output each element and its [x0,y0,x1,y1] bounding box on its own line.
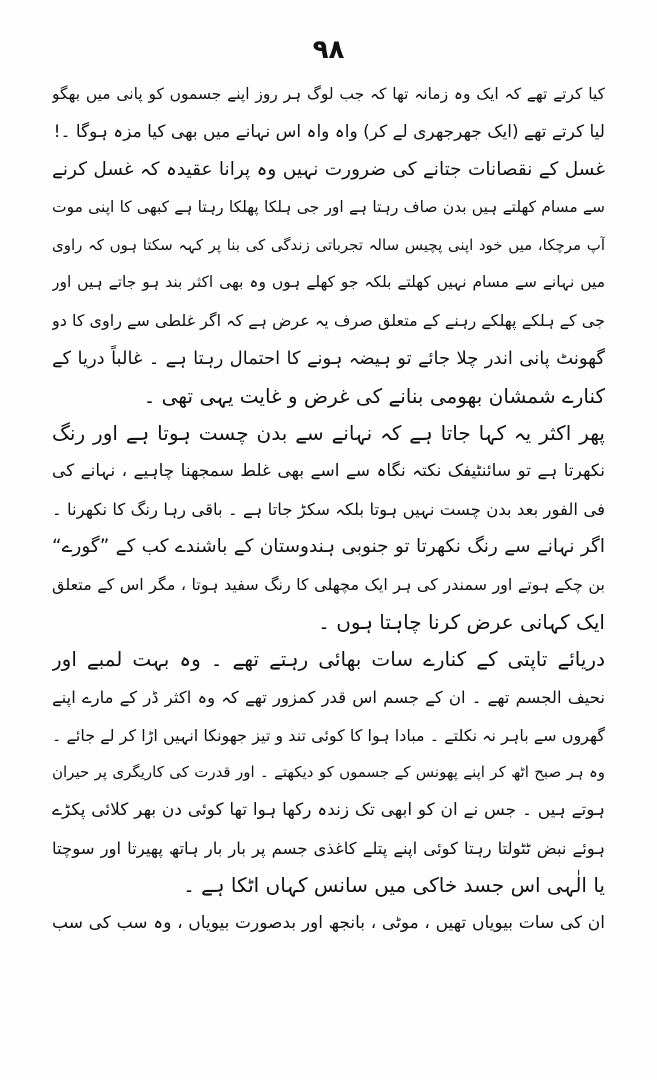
text-line: ان کی سات بیویاں تھیں ، موٹی ، بانجھ اور بدصورت بیویاں ، وہ سب کی سب [52,913,605,934]
text-line: اگر نہانے سے رنگ نکھرتا تو جنوبی ہندوستان کے باشندے کب کے ”گورے“ [52,536,605,558]
text-line: فی الفور بعد بدن چست نہیں ہوتا بلکہ سکڑ جاتا ہے ۔ باقی رہا رنگ کا نکھرنا ۔ [52,499,605,519]
page-number: ۹۸ [312,35,345,65]
text-line: گھروں سے باہر نہ نکلتے ۔ مبادا ہوا کا کوئی تند و تیز جھونکا انہیں اڑا کر لے جائے ۔ [52,725,605,745]
text-line: وہ ہر صبح اٹھ کر اپنے پھونس کے جسموں کو دیکھتے ۔ اور قدرت کی کاریگری پر حیران [52,763,605,782]
text-line: گھونٹ پانی اندر چلا جائے تو ہیضہ ہونے کا احتمال رہتا ہے ۔ غالباً دریا کے [52,347,605,369]
text-line: ایک کہانی عرض کرنا چاہتا ہوں ۔ [318,609,605,634]
text-line: بن چکے ہوتے اور سمندر کی ہر ایک مچھلی کا رنگ سفید ہوتا ، مگر اس کے متعلق [52,574,605,594]
text-line: نکھرتا ہے تو سائنٹیفک نکتہ نگاہ سے اسے بھی غلط سمجھنا چاہیے ، نہانے کی [52,460,605,481]
text-line: غسل کے نقصانات جتانے کی ضرورت نہیں وہ پرانا عقیدہ کہ غسل کرنے [52,159,605,181]
text-line: کنارے شمشان بھومی بنانے کی غرض و غایت یہی تھی ۔ [143,383,605,408]
text-line: لیا کرتے تھے (ایک جھرجھری لے کر) واہ واہ اس نہانے میں بھی کیا مزہ ہوگا ۔! [53,121,605,142]
text-line: دریائے تاپتی کے کنارے سات بھائی رہتے تھے ۔ وہ بہت لمبے اور [52,647,605,672]
text-line: نحیف الجسم تھے ۔ ان کے جسم اس قدر کمزور تھے کہ وہ اکثر ڈر کے مارے اپنے [52,688,605,707]
text-line: میں نہانے سے مسام نہیں کھلتے بلکہ جو کھلے ہوں وہ بھی اکثر بند ہو جاتے ہیں اور [52,273,605,292]
text-line: ہوتے ہیں ۔ جس نے ان کو ابھی تک زندہ رکھا ہوا تھا کوئی دن بھر کلائی پکڑے [52,800,605,821]
text-line: یا الٰہی اس جسد خاکی میں سانس کہاں اٹکا ہے ۔ [183,873,605,898]
text-line: آپ مرچکا، میں خود اپنی پچیس سالہ تجرباتی زندگی کی بنا پر کہہ سکتا ہوں کہ راوی [52,235,605,254]
text-line: جی کے ہلکے پھلکے رہنے کے متعلق صرف یہ عرض ہے کہ اگر غلطی سے راوی کا دو [52,311,605,331]
text-line: سے مسام کھلتے ہیں بدن صاف رہتا ہے اور جی ہلکا پھلکا رہتا ہے کبھی کا اپنی موت [52,198,605,217]
body-text [52,76,605,943]
text-line: کیا کرتے تھے کہ ایک وہ زمانہ تھا کہ جب لوگ ہر روز اپنے جسموں کو پانی میں بھگو [52,85,605,103]
text-line: ہوئے نبض ٹٹولتا رہتا کوئی اپنے پتلے کاغذی جسم پر بار بار ہاتھ پھیرتا اور سوچتا [52,838,605,858]
text-line: پھر اکثر یہ کہا جاتا ہے کہ نہانے سے بدن چست ہوتا ہے اور رنگ [52,421,605,446]
